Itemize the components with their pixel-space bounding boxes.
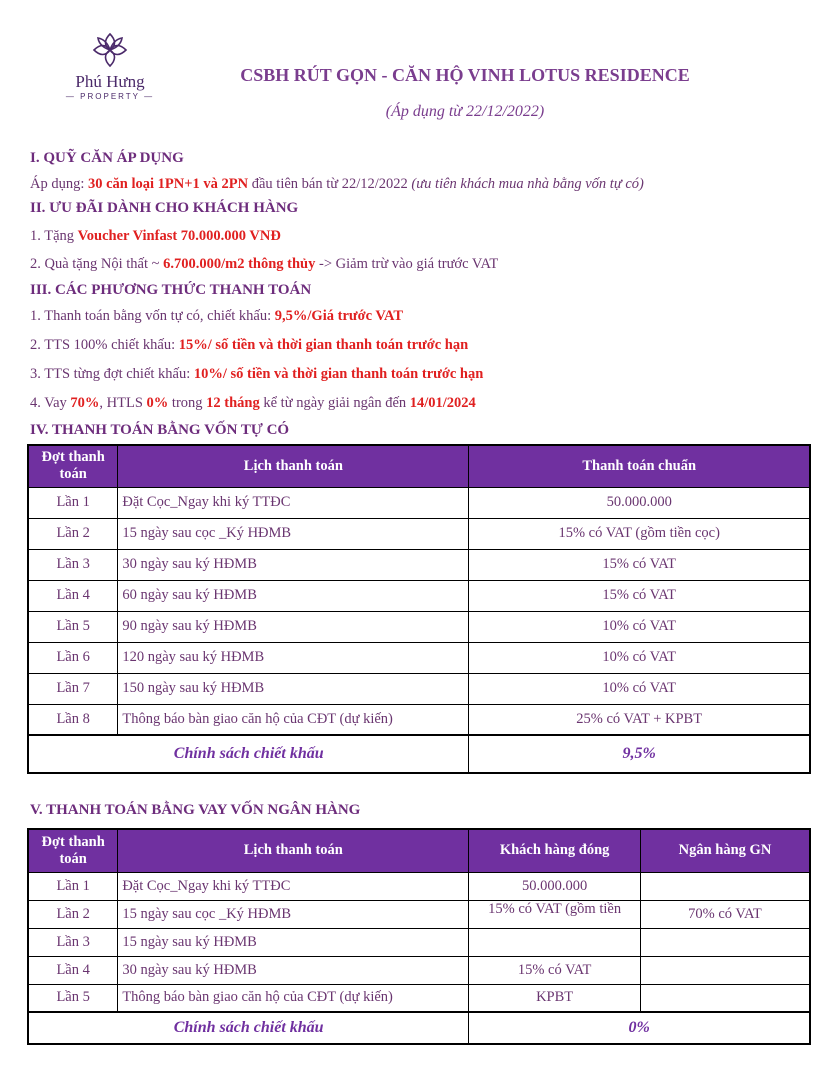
- company-logo: [60, 30, 160, 101]
- table-header-row: [28, 829, 810, 872]
- cell-installment: Lần 8: [28, 704, 118, 735]
- cell-schedule: Đặt Cọc_Ngay khi ký TTĐC: [118, 872, 469, 900]
- cell-installment: Lần 5: [28, 611, 118, 642]
- cell-installment: Lần 3: [28, 549, 118, 580]
- col-header-customer-pays: Khách hàng đóng: [469, 829, 641, 872]
- brand-name: Phú Hưng: [75, 72, 145, 91]
- self-funded-table: [27, 444, 811, 774]
- section-5-heading: V. THANH TOÁN BẰNG VAY VỐN NGÂN HÀNG: [30, 802, 361, 818]
- cell-installment: Lần 6: [28, 642, 118, 673]
- table-row: [28, 549, 810, 580]
- col-header-schedule: Lịch thanh toán: [118, 445, 469, 487]
- bank-loan-table: [27, 828, 811, 1045]
- page-title: CSBH RÚT GỌN - CĂN HỘ VINH LOTUS RESIDENCE: [240, 65, 690, 85]
- cell-schedule: Thông báo bàn giao căn hộ của CĐT (dự kiến): [118, 984, 469, 1012]
- section-2-heading: II. ƯU ĐÃI DÀNH CHO KHÁCH HÀNG: [30, 200, 299, 216]
- cell-installment: Lần 1: [28, 487, 118, 518]
- table-row: [28, 956, 810, 984]
- discount-label: Chính sách chiết khấu: [28, 735, 469, 773]
- cell-amount: 10% có VAT: [469, 673, 810, 704]
- cell-customer-amount: 15% có VAT (gồm tiền: [469, 900, 641, 928]
- table-row: [28, 611, 810, 642]
- table-row: [28, 673, 810, 704]
- cell-installment: Lần 4: [28, 956, 118, 984]
- cell-schedule: 150 ngày sau ký HĐMB: [118, 673, 469, 704]
- col-header-installment: Đợt thanh toán: [28, 445, 118, 487]
- discount-value: 0%: [469, 1012, 810, 1044]
- section-1-line-1: Áp dụng: 30 căn loại 1PN+1 và 2PN đầu tiên bán từ 22/12/2022 (ưu tiên khách mua nhà bằng vốn tự có): [30, 176, 644, 192]
- discount-summary-row: [28, 735, 810, 773]
- brand-sub: — PROPERTY —: [65, 92, 155, 101]
- table-row: [28, 872, 810, 900]
- table-row: [28, 518, 810, 549]
- cell-amount: 15% có VAT: [469, 580, 810, 611]
- section-1-heading: I. QUỸ CĂN ÁP DỤNG: [30, 150, 184, 166]
- table-header-row: [28, 445, 810, 487]
- table-row: [28, 928, 810, 956]
- table-row: [28, 900, 810, 928]
- cell-customer-amount: 50.000.000: [469, 872, 641, 900]
- cell-schedule: 15 ngày sau cọc _Ký HĐMB: [118, 518, 469, 549]
- cell-installment: Lần 4: [28, 580, 118, 611]
- cell-installment: Lần 2: [28, 518, 118, 549]
- table-row: [28, 642, 810, 673]
- table-row: [28, 984, 810, 1012]
- section-2-line-1: 1. Tặng Voucher Vinfast 70.000.000 VNĐ: [30, 228, 281, 244]
- section-2-line-2: 2. Quà tặng Nội thất ~ 6.700.000/m2 thông thủy -> Giảm trừ vào giá trước VAT: [30, 256, 499, 272]
- page-subtitle: (Áp dụng từ 22/12/2022): [385, 103, 545, 120]
- col-header-bank-disbursement: Ngân hàng GN: [640, 829, 810, 872]
- cell-installment: Lần 5: [28, 984, 118, 1012]
- cell-schedule: 30 ngày sau ký HĐMB: [118, 956, 469, 984]
- cell-installment: Lần 2: [28, 900, 118, 928]
- cell-schedule: 120 ngày sau ký HĐMB: [118, 642, 469, 673]
- cell-customer-amount: KPBT: [469, 984, 641, 1012]
- cell-bank-amount: 70% có VAT: [640, 900, 810, 928]
- cell-bank-amount: [640, 872, 810, 900]
- section-3-line-4: 4. Vay 70%, HTLS 0% trong 12 tháng kể từ ngày giải ngân đến 14/01/2024: [30, 395, 476, 411]
- cell-amount: 15% có VAT (gồm tiền cọc): [469, 518, 810, 549]
- discount-summary-row: [28, 1012, 810, 1044]
- col-header-standard-payment: Thanh toán chuẩn: [469, 445, 810, 487]
- cell-amount: 10% có VAT: [469, 642, 810, 673]
- table-row: [28, 580, 810, 611]
- cell-schedule: Đặt Cọc_Ngay khi ký TTĐC: [118, 487, 469, 518]
- cell-installment: Lần 7: [28, 673, 118, 704]
- cell-customer-amount: [469, 928, 641, 956]
- discount-value: 9,5%: [469, 735, 810, 773]
- cell-bank-amount: [640, 984, 810, 1012]
- cell-bank-amount: [640, 956, 810, 984]
- cell-amount: 25% có VAT + KPBT: [469, 704, 810, 735]
- section-3-heading: III. CÁC PHƯƠNG THỨC THANH TOÁN: [30, 282, 312, 298]
- cell-installment: Lần 3: [28, 928, 118, 956]
- cell-installment: Lần 1: [28, 872, 118, 900]
- col-header-schedule: Lịch thanh toán: [118, 829, 469, 872]
- section-3-line-1: 1. Thanh toán bằng vốn tự có, chiết khấu: 9,5%/Giá trước VAT: [30, 308, 404, 324]
- section-3-line-2: 2. TTS 100% chiết khấu: 15%/ số tiền và thời gian thanh toán trước hạn: [30, 337, 469, 353]
- section-3-line-3: 3. TTS từng đợt chiết khấu: 10%/ số tiền và thời gian thanh toán trước hạn: [30, 366, 484, 382]
- cell-schedule: 15 ngày sau cọc _Ký HĐMB: [118, 900, 469, 928]
- col-header-installment: Đợt thanh toán: [28, 829, 118, 872]
- cell-amount: 50.000.000: [469, 487, 810, 518]
- cell-amount: 10% có VAT: [469, 611, 810, 642]
- section-4-heading: IV. THANH TOÁN BẰNG VỐN TỰ CÓ: [30, 422, 290, 438]
- lotus-icon: [90, 30, 130, 70]
- cell-amount: 15% có VAT: [469, 549, 810, 580]
- table-row: [28, 704, 810, 735]
- cell-schedule: 60 ngày sau ký HĐMB: [118, 580, 469, 611]
- discount-label: Chính sách chiết khấu: [28, 1012, 469, 1044]
- cell-schedule: Thông báo bàn giao căn hộ của CĐT (dự kiến): [118, 704, 469, 735]
- cell-bank-amount: [640, 928, 810, 956]
- cell-schedule: 30 ngày sau ký HĐMB: [118, 549, 469, 580]
- cell-customer-amount: 15% có VAT: [469, 956, 641, 984]
- cell-schedule: 15 ngày sau ký HĐMB: [118, 928, 469, 956]
- cell-schedule: 90 ngày sau ký HĐMB: [118, 611, 469, 642]
- table-row: [28, 487, 810, 518]
